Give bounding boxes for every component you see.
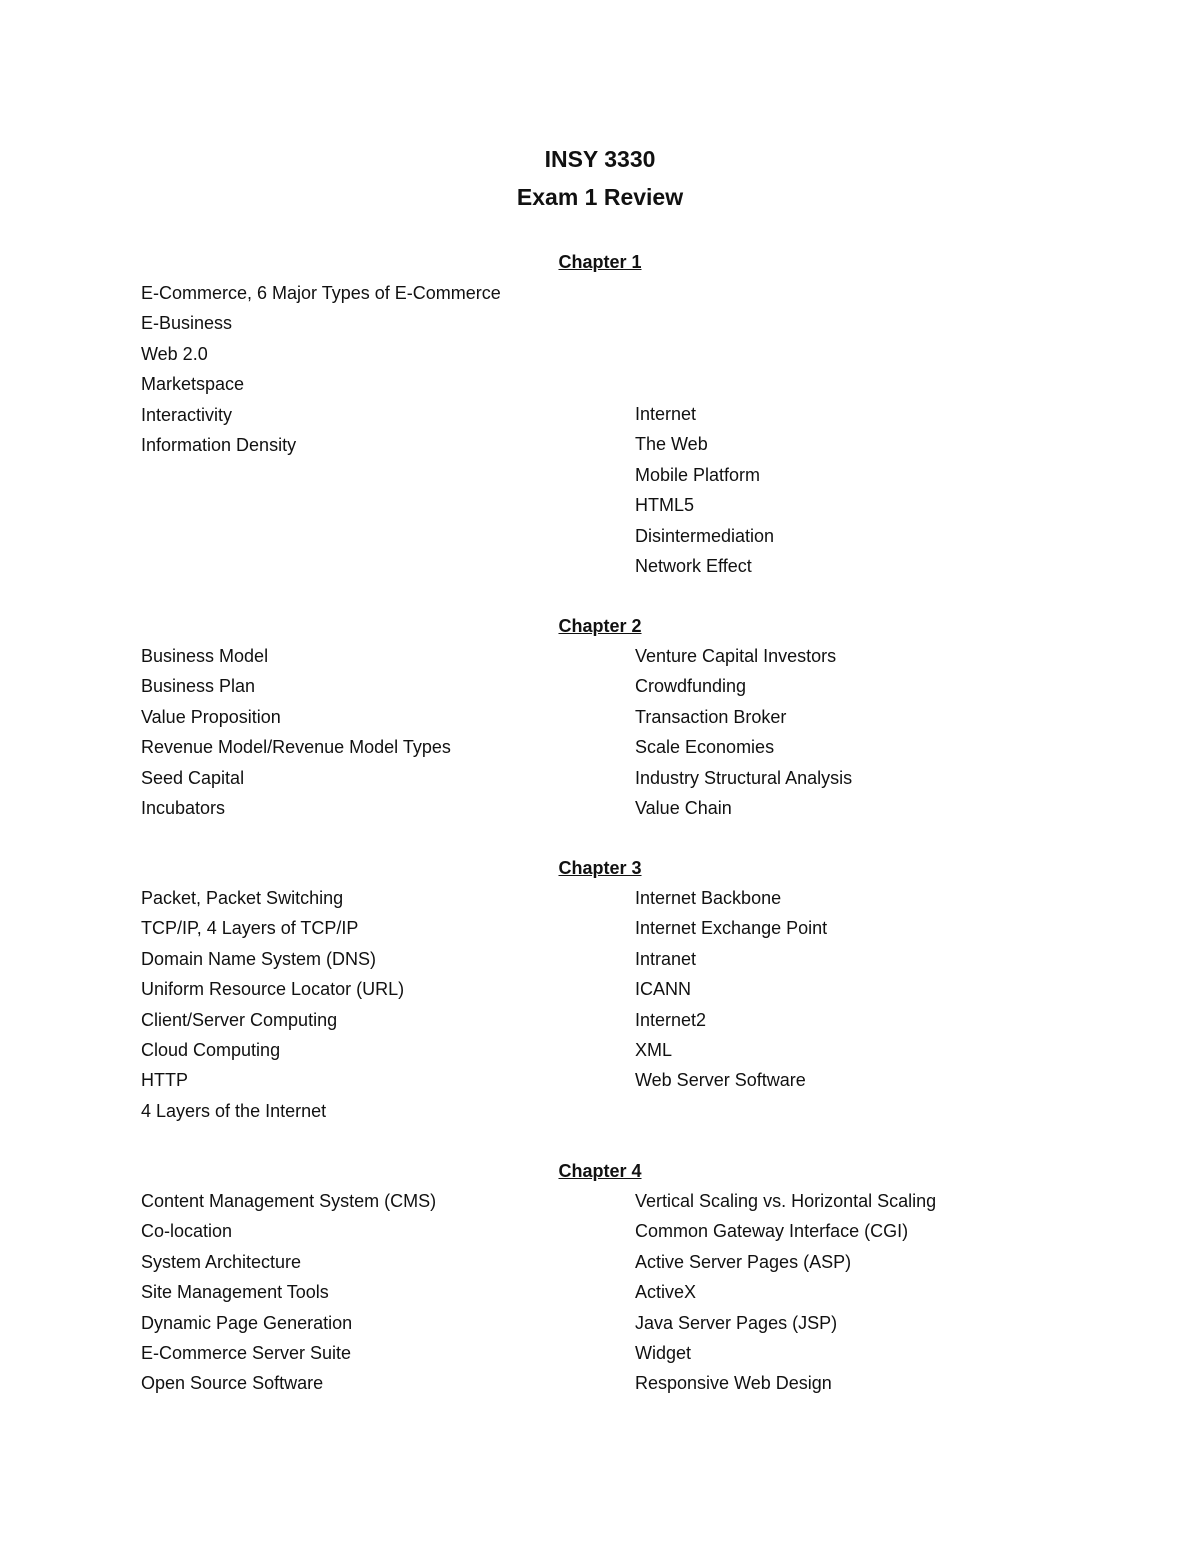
list-item: E-Business [141, 313, 233, 334]
list-item: Client/Server Computing [141, 1009, 338, 1030]
course-title: INSY 3330 [544, 146, 656, 172]
list-item: Internet Exchange Point [635, 918, 828, 939]
list-item: Open Source Software [141, 1373, 324, 1394]
list-item: E-Commerce Server Suite [141, 1342, 352, 1363]
chapter-3-heading: Chapter 3 [558, 858, 642, 878]
list-item: Marketspace [141, 374, 245, 395]
chapter-1-heading: Chapter 1 [558, 252, 642, 272]
list-item: Transaction Broker [635, 706, 787, 727]
list-item: Incubators [141, 797, 226, 818]
list-item: Common Gateway Interface (CGI) [635, 1221, 909, 1242]
list-item: Information Density [141, 434, 297, 455]
list-item: Vertical Scaling vs. Horizontal Scaling [635, 1191, 937, 1211]
list-item: System Architecture [141, 1251, 302, 1272]
list-item: Internet Backbone [635, 888, 782, 908]
chapter-1-left-list [141, 278, 501, 460]
list-item: 4 Layers of the Internet [141, 1100, 327, 1121]
chapter-3-left-list [141, 883, 404, 1126]
list-item: Disintermediation [635, 525, 775, 546]
list-item: Active Server Pages (ASP) [635, 1251, 852, 1272]
list-item: Value Chain [635, 797, 732, 818]
list-item: Revenue Model/Revenue Model Types [141, 737, 451, 758]
list-item: Domain Name System (DNS) [141, 948, 377, 969]
list-item: Co-location [141, 1221, 233, 1242]
list-item: Value Proposition [141, 706, 281, 727]
chapter-2-right-list [635, 641, 852, 823]
list-item: Intranet [635, 948, 697, 969]
list-item: Crowdfunding [635, 676, 747, 697]
list-item: Internet [635, 404, 697, 424]
list-item: Content Management System (CMS) [141, 1191, 437, 1211]
list-item: Web 2.0 [141, 343, 208, 364]
chapter-4-left-list [141, 1186, 436, 1399]
list-item: Site Management Tools [141, 1282, 329, 1303]
list-item: Uniform Resource Locator (URL) [141, 979, 405, 1000]
list-item: Business Plan [141, 676, 256, 697]
list-item: Mobile Platform [635, 464, 761, 485]
chapter-1-right-list [635, 399, 774, 581]
list-item: Seed Capital [141, 767, 245, 788]
list-item: Packet, Packet Switching [141, 888, 344, 908]
list-item: Internet2 [635, 1009, 707, 1030]
chapter-2-left-list [141, 641, 451, 823]
list-item: ICANN [635, 979, 692, 1000]
list-item: Industry Structural Analysis [635, 767, 853, 788]
list-item: Responsive Web Design [635, 1373, 832, 1394]
list-item: E-Commerce, 6 Major Types of E-Commerce [141, 283, 501, 303]
list-item: The Web [635, 434, 708, 455]
list-item: Java Server Pages (JSP) [635, 1312, 838, 1333]
list-item: Cloud Computing [141, 1039, 281, 1060]
list-item: Scale Economies [635, 737, 775, 758]
list-item: TCP/IP, 4 Layers of TCP/IP [141, 918, 359, 939]
list-item: Interactivity [141, 404, 233, 425]
list-item: Business Model [141, 646, 269, 666]
list-item: Venture Capital Investors [635, 646, 837, 666]
list-item: HTML5 [635, 495, 695, 516]
list-item: ActiveX [635, 1282, 697, 1303]
list-item: XML [635, 1039, 673, 1060]
chapter-2-heading: Chapter 2 [558, 616, 642, 636]
chapter-4-right-list [635, 1186, 936, 1399]
list-item: Network Effect [635, 555, 752, 576]
list-item: Web Server Software [635, 1070, 806, 1091]
list-item: HTTP [141, 1070, 188, 1091]
chapter-3-right-list [635, 883, 827, 1096]
chapter-4-heading: Chapter 4 [558, 1161, 642, 1181]
list-item: Dynamic Page Generation [141, 1312, 353, 1333]
list-item: Widget [635, 1342, 692, 1363]
document-title: Exam 1 Review [516, 184, 684, 210]
